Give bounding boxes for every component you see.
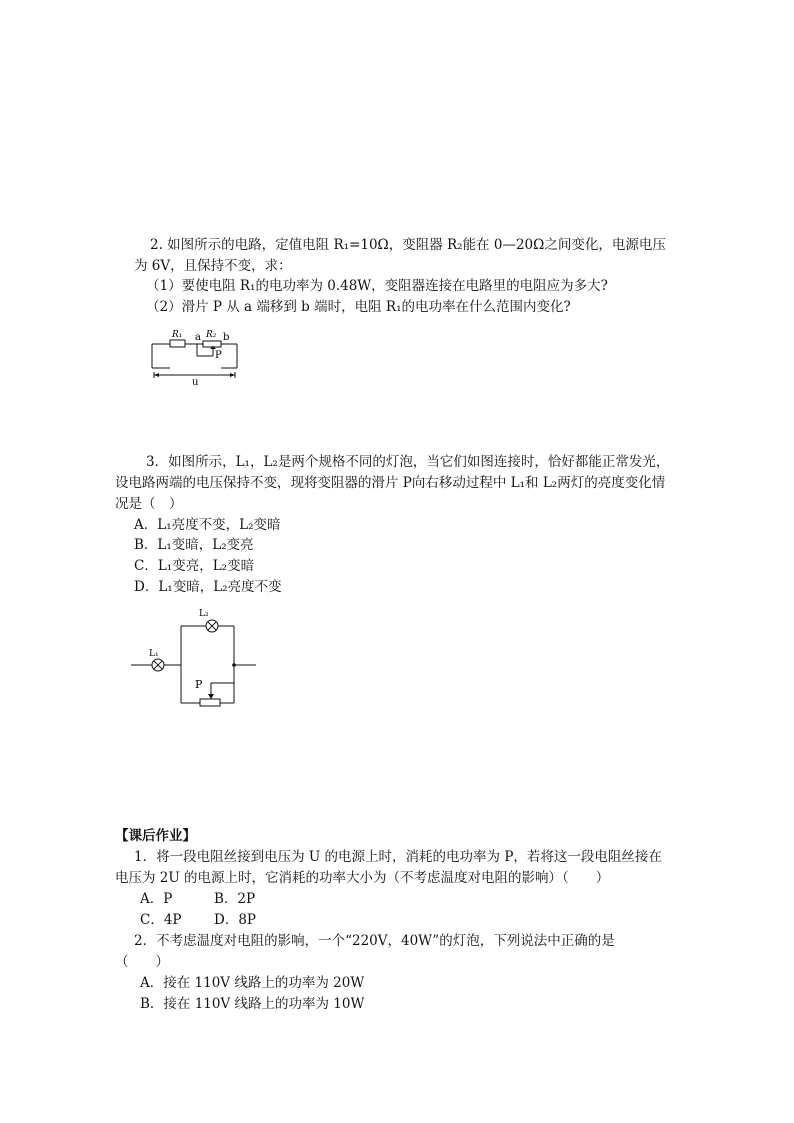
hw-q1-line-1: 1．将一段电阻丝接到电压为 U 的电源上时，消耗的电功率为 P，若将这一段电阻丝接在 [134, 849, 662, 865]
q2-r1-label: R₁ [172, 330, 183, 340]
q2-r2-rheostat [203, 341, 221, 347]
hw-q1-option-a: A．P [140, 891, 173, 907]
q3-option-b: B．L₁变暗，L₂变亮 [134, 537, 254, 553]
q3-line-2: 设电路两端的电压保持不变，现将变阻器的滑片 P向右移动过程中 L₁和 L₂两灯的亮度变化情 [115, 475, 666, 491]
q2-u-label: u [192, 377, 199, 388]
hw-q1-option-c: C．4P [140, 912, 182, 928]
q2-sub-1: （1）要使电阻 R₁的电功率为 0.48W，变阻器连接在电路里的电阻应为多大? [146, 278, 608, 294]
q3-slider-arrow-icon [208, 694, 214, 699]
hw-q1-option-b: B．2P [214, 891, 256, 907]
q2-line-1: 2. 如图所示的电路，定值电阻 R₁=10Ω，变阻器 R₂能在 0—20Ω之间变化，电源电压 [150, 237, 666, 253]
hw-q2-line-1: 2．不考虑温度对电阻的影响，一个“220V，40W”的灯泡，下列说法中正确的是 [134, 933, 615, 949]
q2-p-label: P [215, 350, 222, 361]
homework-heading: 【课后作业】 [115, 828, 196, 844]
q2-r2-label: R₂ [206, 330, 217, 340]
q2-circuit-diagram [145, 322, 255, 388]
q3-option-a: A．L₁亮度不变，L₂变暗 [134, 517, 281, 533]
hw-q1-option-d: D．8P [214, 912, 256, 928]
q3-option-d: D．L₁变暗，L₂亮度不变 [134, 579, 282, 595]
q3-circuit-diagram [128, 604, 260, 712]
q3-p-label: P [195, 678, 203, 691]
q3-rheostat [200, 699, 220, 706]
q2-a-label: a [195, 332, 201, 343]
hw-q2-option-b: B．接在 110V 线路上的功率为 10W [140, 996, 365, 1012]
q3-line-3: 况是（ ） [115, 496, 183, 512]
q3-option-c: C．L₁变亮，L₂变暗 [134, 558, 255, 574]
q2-b-label: b [223, 332, 230, 343]
q2-sub-2: （2）滑片 P 从 a 端移到 b 端时，电阻 R₁的电功率在什么范围内变化? [146, 299, 571, 315]
hw-q1-line-2: 电压为 2U 的电源上时，它消耗的功率大小为（不考虑温度对电阻的影响）（ ） [115, 870, 610, 886]
q2-line-2: 为 6V，且保持不变，求： [134, 258, 292, 274]
q3-l1-label: L₁ [149, 649, 159, 659]
hw-q2-option-a: A．接在 110V 线路上的功率为 20W [140, 975, 365, 991]
hw-q2-line-2: （ ） [115, 954, 169, 970]
q3-l2-label: L₂ [199, 609, 209, 619]
q2-r1-resistor [170, 340, 185, 347]
q3-line-1: 3．如图所示，L₁，L₂是两个规格不同的灯泡，当它们如图连接时，恰好都能正常发光， [146, 454, 670, 470]
